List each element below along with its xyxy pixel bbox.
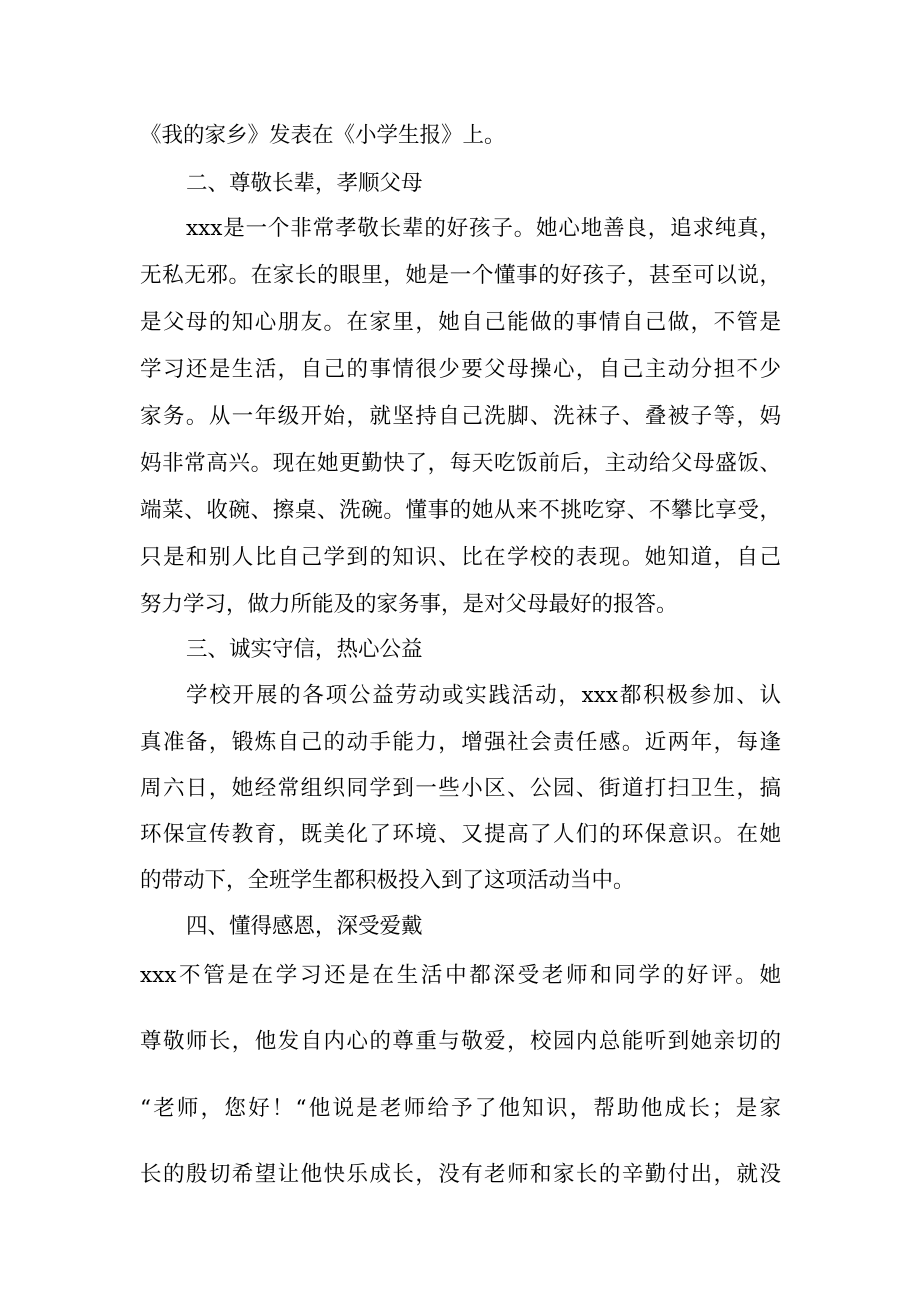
paragraph-line: 学校开展的各项公益劳动或实践活动，xxx都积极参加、认 bbox=[186, 683, 781, 708]
paragraph-line: 努力学习，做力所能及的家务事，是对父母最好的报答。 bbox=[140, 592, 678, 617]
paragraph-line: 长的殷切希望让他快乐成长，没有老师和家长的辛勤付出，就没 bbox=[140, 1162, 781, 1187]
paragraph-line: 环保宣传教育，既美化了环境、又提高了人们的环保意识。在她 bbox=[140, 822, 781, 847]
paragraph-line: “老师，您好！“他说是老师给予了他知识，帮助他成长；是家 bbox=[140, 1096, 781, 1121]
section-4-heading: 四、懂得感恩，深受爱戴 bbox=[186, 914, 423, 939]
paragraph-line: 真准备，锻炼自己的动手能力，增强社会责任感。近两年，每逢 bbox=[140, 730, 781, 755]
paragraph-line: 妈非常高兴。现在她更勤快了，每天吃饭前后，主动给父母盛饭、 bbox=[140, 451, 781, 476]
paragraph-line: 只是和别人比自己学到的知识、比在学校的表现。她知道，自己 bbox=[140, 545, 781, 570]
section-3-heading: 三、诚实守信，热心公益 bbox=[186, 637, 423, 662]
paragraph-line: 尊敬师长，他发自内心的尊重与敬爱，校园内总能听到她亲切的 bbox=[140, 1029, 781, 1054]
paragraph-line: xxx不管是在学习还是在生活中都深受老师和同学的好评。她 bbox=[140, 963, 781, 988]
intro-line: 《我的家乡》发表在《小学生报》上。 bbox=[140, 123, 506, 148]
paragraph-line: 的带动下，全班学生都积极投入到了这项活动当中。 bbox=[140, 868, 635, 893]
paragraph-line: 端菜、收碗、擦桌、洗碗。懂事的她从来不挑吃穿、不攀比享受， bbox=[140, 498, 781, 523]
paragraph-line: 是父母的知心朋友。在家里，她自己能做的事情自己做，不管是 bbox=[140, 310, 781, 335]
paragraph-line: 无私无邪。在家长的眼里，她是一个懂事的好孩子，甚至可以说， bbox=[140, 263, 781, 288]
paragraph-line: 学习还是生活，自己的事情很少要父母操心，自己主动分担不少 bbox=[140, 357, 781, 382]
paragraph-line: 周六日，她经常组织同学到一些小区、公园、街道打扫卫生，搞 bbox=[140, 776, 781, 801]
paragraph-line: 家务。从一年级开始，就坚持自己洗脚、洗袜子、叠被子等，妈 bbox=[140, 404, 781, 429]
paragraph-line: xxx是一个非常孝敬长辈的好孩子。她心地善良，追求纯真， bbox=[186, 216, 781, 241]
section-2-heading: 二、尊敬长辈，孝顺父母 bbox=[186, 171, 423, 196]
